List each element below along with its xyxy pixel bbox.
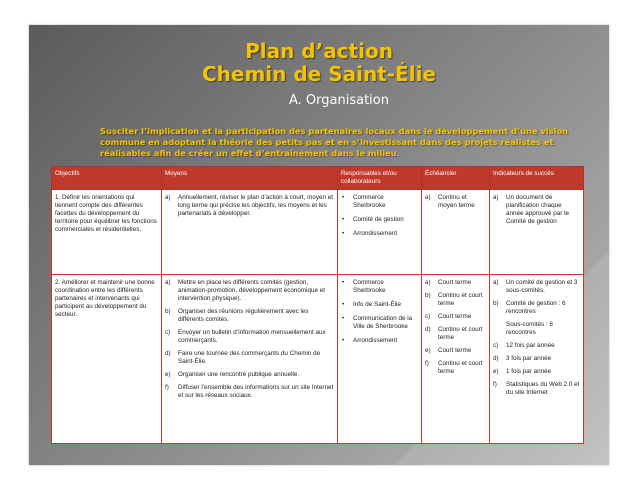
list-item: a) Un document de planification chaque année approuvé par le Comité de gestion [493,194,570,225]
list-item: b) Organiser des réunions régulièrement avec les différents comités. [165,308,309,323]
list-item: Sous-comités : 8 rencontres [506,321,553,336]
action-plan-table [51,166,584,444]
list-item: c) 12 fois par année [493,342,555,349]
list-item: f) Statistiques du Web 2.0 et du site Internet [493,381,580,396]
list-item: a) Mettre en place les différents comités (gestion, animation-promotion, développement économique et intervention physique). [165,279,326,302]
header-moyens: Moyens [162,167,338,190]
list-item: e) Court terme [425,347,472,354]
echeancier-cell [422,275,490,444]
section-heading: A. Organisation [289,93,389,108]
list-item: c) Envoyer un bulletin d’information mensuellement aux commerçants. [165,329,326,344]
list-item: c) Court terme [425,313,472,320]
objective-cell: 1. Définir les orientations qui tiennent compte des différentes facettes du développement du territoire pour équilibrer les fonctions commerciales et résidentielles. [52,190,162,275]
means-cell [162,190,338,275]
title-line-2: Chemin de Saint-Élie [201,62,436,86]
list-item: • Comité de gestion [351,216,418,224]
indicateurs-cell [490,190,584,275]
list-item: • Arrondissement [351,337,418,345]
list-item: a) Annuellement, réviser le plan d’action à court, moyen et long terme qui précise les objectifs, les moyens et les partenariats à développer. [165,194,334,217]
table-row [52,275,584,444]
list-item: b) Comité de gestion : 6 rencontres [493,300,566,315]
header-responsables: Responsables et/ou collaborateurs [338,167,422,190]
list-item: • Info de Saint-Élie [351,301,418,309]
list-item: f) Continu et court terme [425,360,483,375]
table-row [52,190,584,275]
list-item: a) Un comité de gestion et 3 sous-comités. [493,279,578,294]
table-header-row [52,167,584,190]
means-cell [162,275,338,444]
list-item: e) 1 fois par année [493,368,552,375]
list-item: d) Continu et court terme [425,326,483,341]
echeancier-cell [422,190,490,275]
responsables-cell [338,275,422,444]
list-item: a) Continu et moyen terme [425,194,475,209]
list-item: f) Diffuser l’ensemble des informations sur un site Internet et sur les réseaux sociaux. [165,384,334,399]
list-item: d) Faire une tournée des commerçants du Chemin de Saint-Élie. [165,350,321,365]
title-line-1: Plan d’action [245,39,393,63]
list-item: • Commerce Sherbrooke [351,194,418,210]
list-item: • Communication de la Ville de Sherbrooke [351,315,418,331]
indicateurs-cell [490,275,584,444]
list-item: a) Court terme [425,279,472,286]
header-echeancier: Échéancier [422,167,490,190]
mission-statement: Susciter l’implication et la participation des partenaires locaux dans le développement d’une vision commune en adoptant la théorie des petits pas et en s’investissant dans des projets réalistes et réalisables afin de créer un effet d’entraînement dans le milieu. [100,126,569,158]
list-item: • Arrondissement [351,230,418,238]
list-item: e) Organiser une rencontre publique annuelle. [165,371,300,378]
responsables-cell [338,190,422,275]
header-indicateurs: Indicateurs de succès [490,167,584,190]
slide [29,25,609,465]
list-item: b) Continu et court terme [425,292,483,307]
list-item: d) 3 fois par année [493,355,552,362]
header-objectifs: Objectifs [52,167,162,190]
objective-cell: 2. Améliorer et maintenir une bonne coordination entre les différents partenaires et intervenants qui participent au développement du secteur. [52,275,162,444]
list-item: • Commerce Sherbrooke [351,279,418,295]
